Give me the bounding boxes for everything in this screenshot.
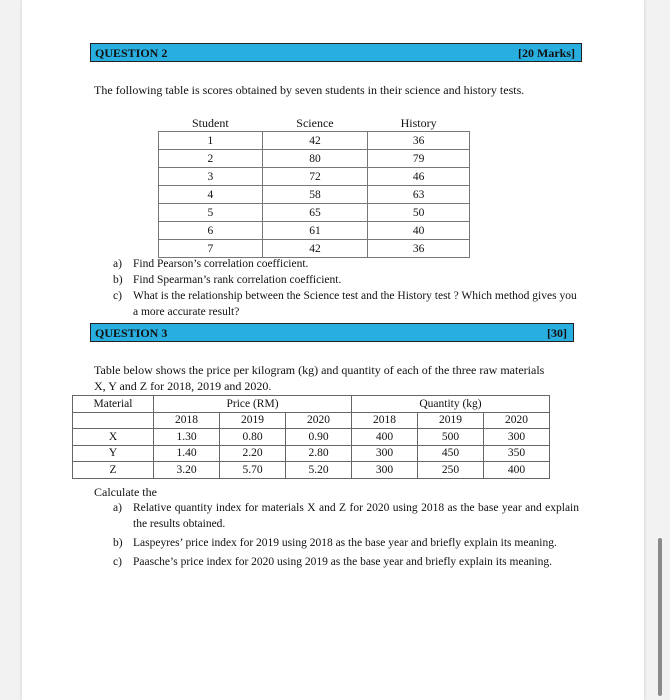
table-cell: 300 — [352, 445, 418, 462]
table-cell: 40 — [368, 222, 470, 240]
table-cell: 63 — [368, 186, 470, 204]
table-cell: 7 — [159, 240, 263, 258]
table-cell: 46 — [368, 168, 470, 186]
year-header: 2020 — [484, 412, 550, 429]
table-cell: 61 — [262, 222, 368, 240]
scores-table — [158, 115, 470, 258]
question-3-intro-line-1: Table below shows the price per kilogram (kg) and quantity of each of the three raw materials — [94, 363, 545, 377]
question-2-intro: The following table is scores obtained by seven students in their science and history tests. — [94, 83, 525, 97]
table-cell: 5 — [159, 204, 263, 222]
table-cell: 500 — [418, 429, 484, 446]
table-cell: 1.40 — [154, 445, 220, 462]
table-cell: 80 — [262, 150, 368, 168]
materials-table — [72, 395, 550, 479]
table-row — [73, 396, 550, 413]
table-cell: 0.80 — [220, 429, 286, 446]
list-item — [113, 288, 579, 320]
table-header: Price (RM) — [154, 396, 352, 413]
year-header: 2020 — [286, 412, 352, 429]
table-row — [159, 222, 470, 240]
table-row — [73, 462, 550, 479]
table-header: Material — [73, 396, 154, 413]
question-3-marks: [30] — [547, 326, 567, 340]
table-cell: 79 — [368, 150, 470, 168]
item-text: Laspeyres’ price index for 2019 using 2018 as the base year and briefly explain its meaning. — [133, 537, 557, 549]
year-header: 2019 — [418, 412, 484, 429]
table-cell: 400 — [352, 429, 418, 446]
material-name: Z — [73, 462, 154, 479]
table-cell: 400 — [484, 462, 550, 479]
question-3-tasks — [113, 500, 579, 570]
table-cell: 3.20 — [154, 462, 220, 479]
table-cell: 450 — [418, 445, 484, 462]
item-text: What is the relationship between the Science test and the History test ? Which method gives you a more accurate result? — [133, 290, 577, 318]
table-row — [159, 186, 470, 204]
item-label: b) — [113, 537, 123, 549]
table-header: History — [400, 115, 437, 130]
scrollbar[interactable] — [658, 538, 662, 696]
table-row — [159, 240, 470, 258]
table-cell: 1 — [159, 132, 263, 150]
year-header: 2018 — [352, 412, 418, 429]
item-label: c) — [113, 290, 122, 302]
table-cell: 65 — [262, 204, 368, 222]
table-cell: 3 — [159, 168, 263, 186]
question-3-title: QUESTION 3 — [95, 326, 168, 340]
material-name: X — [73, 429, 154, 446]
table-cell: 36 — [368, 132, 470, 150]
item-text: Paasche’s price index for 2020 using 2019 as the base year and briefly explain its meaning. — [133, 556, 552, 568]
item-text: Relative quantity index for materials X and Z for 2020 using 2018 as the base year and explain the results obtained. — [133, 502, 579, 530]
table-cell: 4 — [159, 186, 263, 204]
table-cell: 50 — [368, 204, 470, 222]
calculate-label: Calculate the — [94, 485, 157, 499]
question-2-title: QUESTION 2 — [95, 46, 168, 60]
item-label: c) — [113, 556, 122, 568]
list-item — [113, 272, 579, 288]
table-row — [73, 412, 550, 429]
material-name: Y — [73, 445, 154, 462]
question-2-header — [90, 43, 582, 62]
table-cell: 250 — [418, 462, 484, 479]
item-text: Find Pearson’s correlation coefficient. — [133, 258, 309, 270]
table-cell: 42 — [262, 240, 368, 258]
question-2-marks: [20 Marks] — [518, 46, 575, 60]
table-cell: 300 — [484, 429, 550, 446]
table-cell: 1.30 — [154, 429, 220, 446]
document-page — [22, 0, 644, 700]
table-cell: 5.70 — [220, 462, 286, 479]
year-header: 2019 — [220, 412, 286, 429]
year-header: 2018 — [154, 412, 220, 429]
table-header: Student — [192, 115, 229, 130]
list-item — [113, 554, 579, 570]
table-header: Science — [296, 115, 334, 130]
table-cell: 5.20 — [286, 462, 352, 479]
table-row — [159, 204, 470, 222]
table-cell: 36 — [368, 240, 470, 258]
question-2-tasks — [113, 256, 579, 320]
table-row — [159, 132, 470, 150]
table-row — [73, 445, 550, 462]
list-item — [113, 256, 579, 272]
table-cell — [73, 412, 154, 429]
item-label: a) — [113, 502, 122, 514]
table-cell: 72 — [262, 168, 368, 186]
table-row — [159, 168, 470, 186]
list-item — [113, 535, 579, 551]
item-label: b) — [113, 274, 123, 286]
question-3-header — [90, 323, 574, 342]
table-cell: 42 — [262, 132, 368, 150]
table-cell: 6 — [159, 222, 263, 240]
question-3-intro-line-2: X, Y and Z for 2018, 2019 and 2020. — [94, 379, 272, 393]
list-item — [113, 500, 579, 532]
table-header: Quantity (kg) — [352, 396, 550, 413]
table-cell: 2.80 — [286, 445, 352, 462]
item-text: Find Spearman’s rank correlation coefficient. — [133, 274, 342, 286]
table-cell: 2 — [159, 150, 263, 168]
table-cell: 2.20 — [220, 445, 286, 462]
table-row — [73, 429, 550, 446]
table-cell: 350 — [484, 445, 550, 462]
item-label: a) — [113, 258, 122, 270]
table-cell: 58 — [262, 186, 368, 204]
table-cell: 0.90 — [286, 429, 352, 446]
table-row — [159, 150, 470, 168]
table-cell: 300 — [352, 462, 418, 479]
